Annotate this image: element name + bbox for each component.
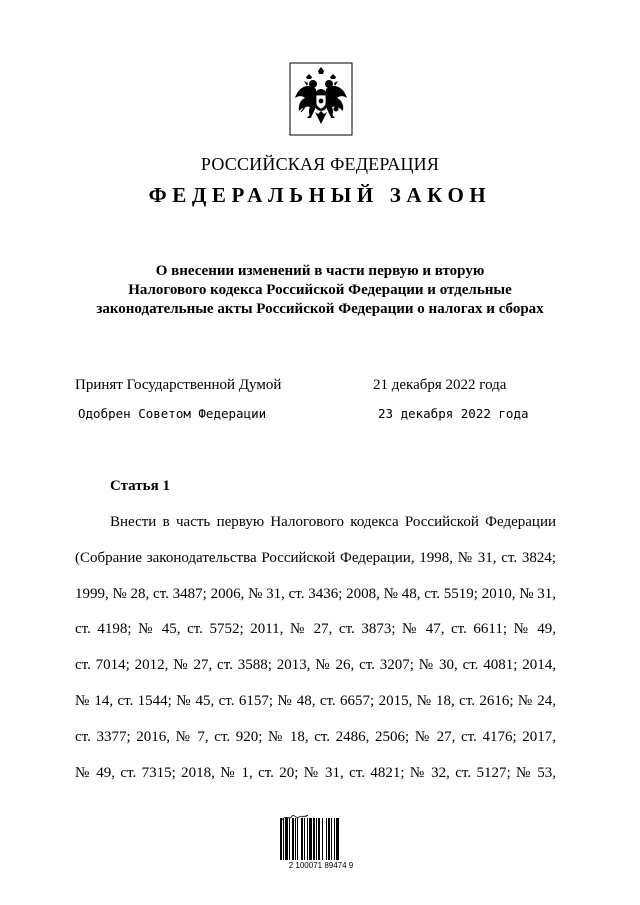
article-text-line: ст. 4198; № 45, ст. 5752; 2011, № 27, ст. 3873; № 47, ст. 6611; № 49, — [75, 621, 556, 637]
law-title-line: законодательные акты Российской Федерации о налогах и сборах — [96, 301, 544, 317]
duma-adoption-label: Принят Государственной Думой — [75, 377, 282, 393]
article-text-line: № 14, ст. 1544; № 45, ст. 6157; № 48, ст. 6657; 2015, № 18, ст. 2616; № 24, — [75, 693, 556, 709]
council-approval-date: 23 декабря 2022 года — [378, 406, 529, 421]
article-heading: Статья 1 — [110, 478, 170, 494]
barcode-bars-icon — [280, 818, 362, 860]
handwritten-mark-icon — [280, 812, 310, 822]
article-text-line: Внести в часть первую Налогового кодекса Российской Федерации — [110, 514, 556, 530]
document-barcode — [280, 818, 362, 870]
article-text-line: (Собрание законодательства Российской Федерации, 1998, № 31, ст. 3824; — [75, 550, 556, 566]
country-heading: РОССИЙСКАЯ ФЕДЕРАЦИЯ — [200, 154, 440, 174]
law-title-line: О внесении изменений в части первую и вторую — [155, 263, 485, 279]
double-headed-eagle-icon — [289, 62, 353, 136]
article-text-line: ст. 7014; 2012, № 27, ст. 3588; 2013, № 26, ст. 3207; № 30, ст. 4081; 2014, — [75, 657, 556, 673]
barcode-number: 2 100071 89474 9 — [288, 861, 354, 870]
law-title — [40, 262, 600, 319]
article-text-line: 1999, № 28, ст. 3487; 2006, № 31, ст. 3436; 2008, № 48, ст. 5519; 2010, № 31, — [75, 586, 557, 602]
council-approval-label: Одобрен Советом Федерации — [78, 406, 267, 421]
duma-adoption-date: 21 декабря 2022 года — [373, 377, 507, 393]
law-title-line: Налогового кодекса Российской Федерации и отдельные — [128, 282, 512, 298]
article-text-line: ст. 3377; 2016, № 7, ст. 920; № 18, ст. 2486, 2506; № 27, ст. 4176; 2017, — [75, 729, 556, 745]
document-type-heading: ФЕДЕРАЛЬНЫЙ ЗАКОН — [148, 183, 492, 207]
coat-of-arms-emblem — [289, 62, 353, 136]
article-text-line: № 49, ст. 7315; 2018, № 1, ст. 20; № 31, ст. 4821; № 32, ст. 5127; № 53, — [75, 765, 556, 781]
